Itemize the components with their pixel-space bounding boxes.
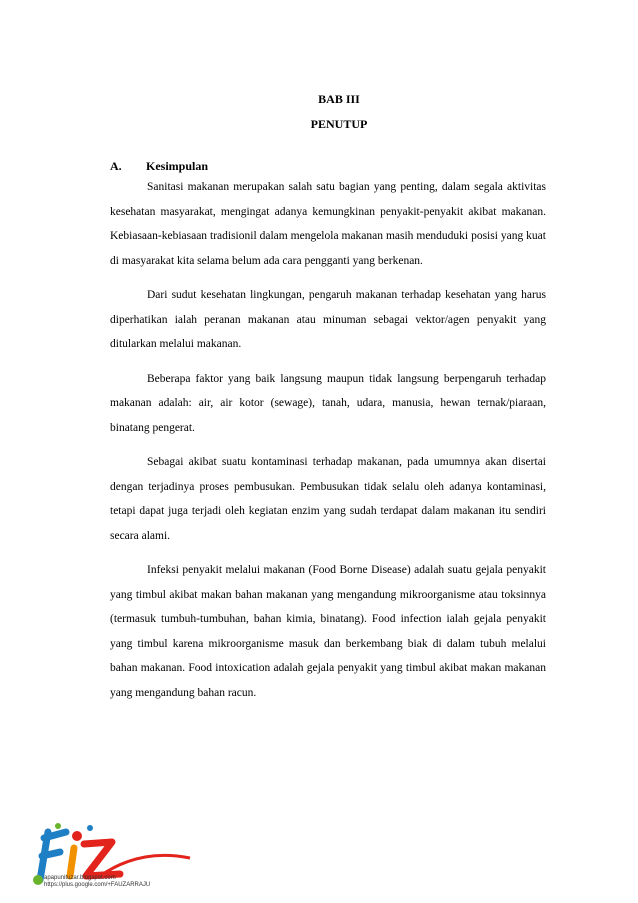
chapter-title: PENUTUP — [310, 117, 368, 131]
paragraph: Beberapa faktor yang baik langsung maupun tidak langsung berpengaruh terhadap makanan adalah: air, air kotor (sewage), tanah, udara, manusia, hewan ternak/piaraan, binatang pengerat. — [110, 372, 546, 434]
section-heading — [110, 159, 208, 174]
section-number: A. — [110, 159, 122, 173]
google-plus-url[interactable]: https://plus.google.com/+FAUZARRAJU — [44, 882, 151, 888]
paragraph: Dari sudut kesehatan lingkungan, pengaruh makanan terhadap kesehatan yang harus diperhatikan ialah peranan makanan atau minuman sebagai vektor/agen penyakit yang ditularkan melalui makanan. — [110, 289, 546, 350]
chapter-label: BAB III — [318, 92, 360, 106]
paragraph: Infeksi penyakit melalui makanan (Food Borne Disease) adalah suatu gejala penyakit yang timbul akibat makan bahan makanan yang mengandung mikroorganisme atau toksinnya (termasuk tumbuh-tumbuhan, bahan kimia, binatang). Food infection ialah gejala penyakit yang timbul karena mikroorganisme masuk dan berkembang biak di dalam tubuh melalui bahan makanan. Food intoxication adalah gejala penyakit yang timbul akibat makan makanan yang mengandung bahan racun. — [110, 564, 546, 699]
paragraph: Sebagai akibat suatu kontaminasi terhadap makanan, pada umumnya akan disertai dengan terjadinya proses pembusukan. Pembusukan tidak selalu oleh adanya kontaminasi, tetapi dapat juga terjadi oleh kegiatan enzim yang sudah terdapat dalam makanan itu sendiri secara alami. — [110, 456, 546, 542]
blog-url[interactable]: apapunituzar.blogspot.com — [44, 875, 116, 881]
body-text — [110, 175, 546, 715]
section-title: Kesimpulan — [146, 159, 209, 173]
paragraph: Sanitasi makanan merupakan salah satu bagian yang penting, dalam segala aktivitas kesehatan masyarakat, mengingat adanya kemungkinan penyakit-penyakit akibat makanan. Kebiasaan-kebiasaan tradisionil dalam mengelola makanan masih menduduki posisi yang kuat di masyarakat kita selama belum ada cara pengganti yang berkenan. — [110, 181, 546, 267]
watermark-urls — [44, 875, 150, 889]
